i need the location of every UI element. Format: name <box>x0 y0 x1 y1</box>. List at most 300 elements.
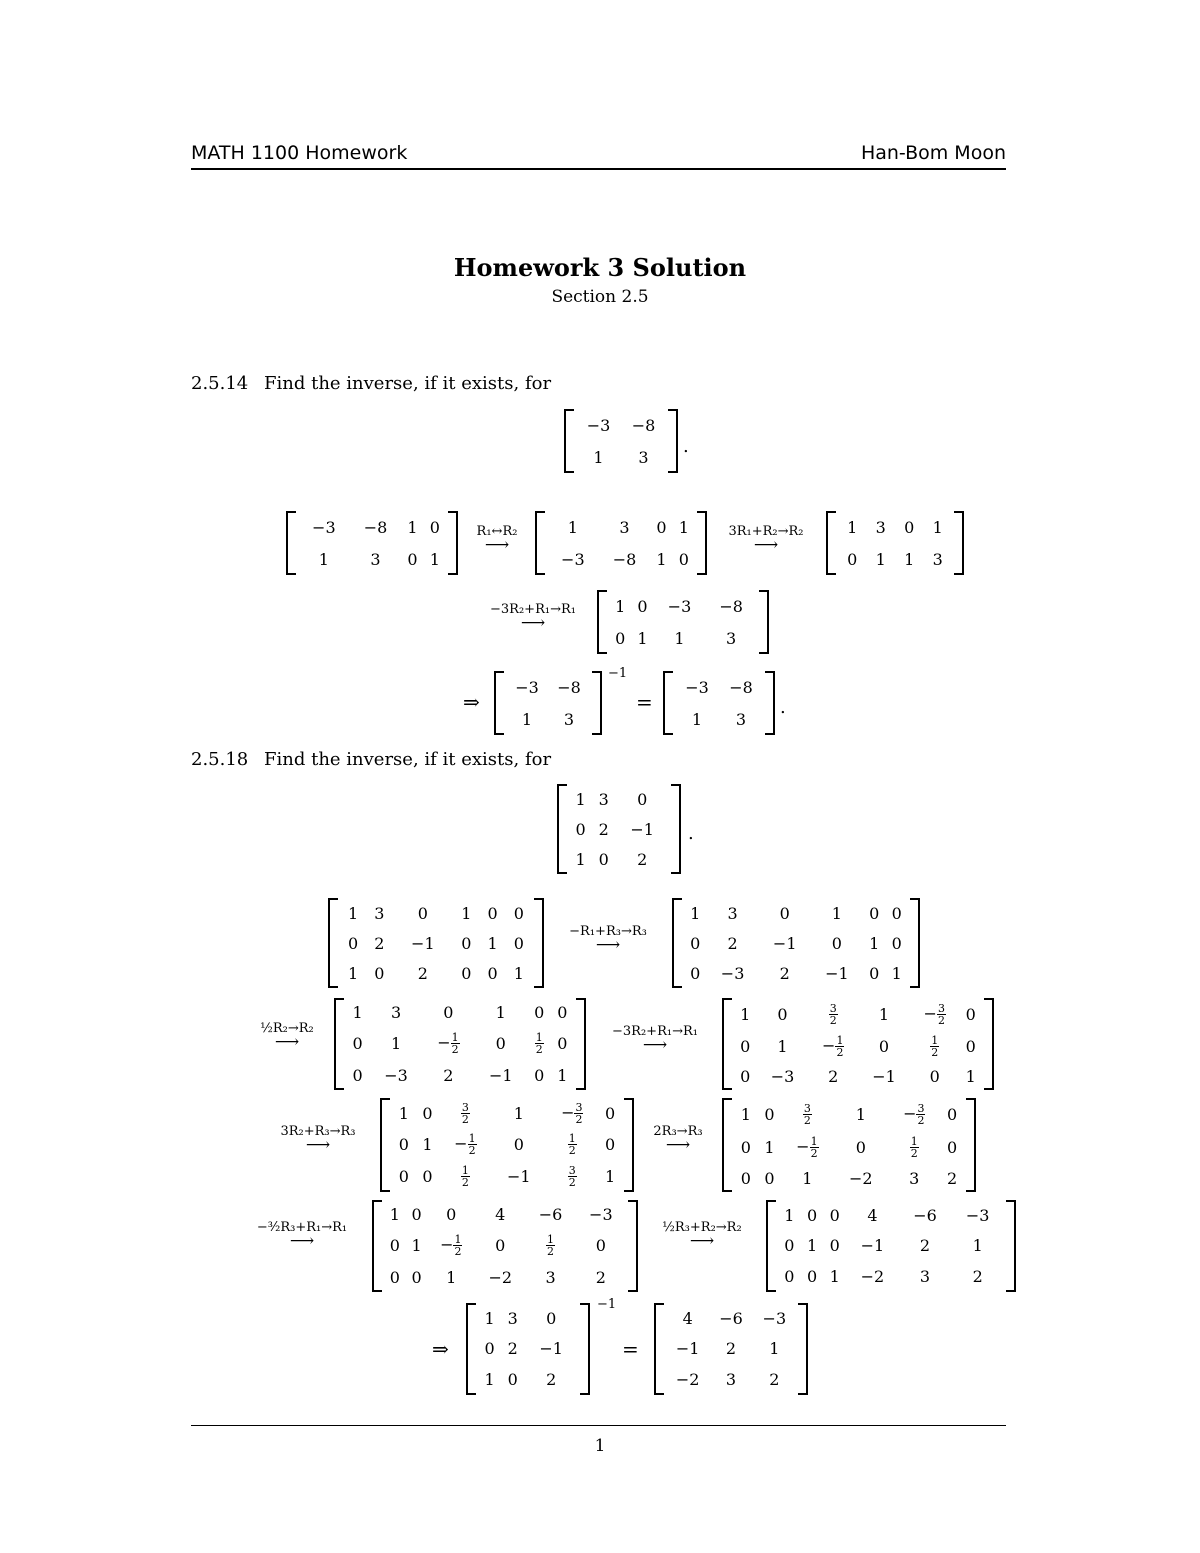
right-bracket <box>576 998 586 1090</box>
matrix-p18-aug6 <box>372 1200 638 1292</box>
matrix-entry: 1 <box>878 1004 890 1024</box>
left-bracket <box>597 590 607 654</box>
matrix-entry: 1 <box>891 963 902 983</box>
matrix-row <box>392 1098 622 1129</box>
matrix-entry: 2 <box>507 1339 518 1359</box>
matrix-row <box>675 703 763 735</box>
matrix-entry: 0 <box>422 1166 433 1186</box>
row-op-label: −3R₂+R₁→R₁ <box>490 602 576 617</box>
matrix-p18-aug4 <box>380 1098 634 1192</box>
row-op-p18-3 <box>594 1024 716 1055</box>
matrix-p18-aug2 <box>334 998 586 1090</box>
matrix-entry: −8 <box>612 549 637 569</box>
matrix-entry: 1 <box>461 903 472 923</box>
matrix-row <box>684 898 908 928</box>
matrix-entry: 0 <box>495 1236 506 1256</box>
matrix-entry: 0 <box>829 1205 840 1225</box>
problem-text: Find the inverse, if it exists, for <box>264 749 552 770</box>
matrix-entry: 2 <box>828 1067 839 1087</box>
matrix-row <box>298 511 446 543</box>
matrix-entry: 0 <box>487 963 498 983</box>
matrix-entry: 4 <box>867 1205 878 1225</box>
matrix-row <box>569 814 669 844</box>
matrix-row <box>506 703 590 735</box>
matrix-entry: 0 <box>615 628 626 648</box>
matrix-row <box>778 1200 1004 1231</box>
matrix-entry: 1 <box>869 933 880 953</box>
matrix-row <box>666 1364 796 1395</box>
matrix-entry: 1 <box>806 1236 818 1256</box>
matrix-entry: 3 <box>370 549 381 569</box>
matrix-entry: −3 <box>586 415 611 435</box>
matrix-row <box>392 1161 622 1192</box>
matrix-entry: 0 <box>598 849 609 869</box>
matrix-entry: 0 <box>690 963 701 983</box>
matrix-entry: 3 <box>638 447 649 467</box>
right-bracket <box>765 671 775 735</box>
matrix-row <box>666 1334 796 1365</box>
matrix-entry: $\frac{3}{2}$ <box>829 1001 837 1027</box>
matrix-p18-inverse <box>654 1303 808 1395</box>
arrow-icon: ⟶ <box>665 1135 691 1155</box>
matrix-entry: 1 <box>674 628 685 648</box>
matrix-entry: 0 <box>557 1002 568 1022</box>
matrix-entry: 1 <box>656 549 667 569</box>
problem-2-5-18 <box>191 749 551 770</box>
matrix-entry: 0 <box>878 1037 890 1057</box>
matrix-entry: $\frac{1}{2}$ <box>535 1031 543 1057</box>
row-op-p18-1 <box>552 924 664 955</box>
row-op-p14-2 <box>711 524 821 555</box>
matrix-entry: 3 <box>545 1268 556 1288</box>
matrix-row <box>340 898 532 928</box>
matrix-entry: 3 <box>909 1168 920 1188</box>
row-op-label: ½R₃+R₂→R₂ <box>662 1220 742 1235</box>
matrix-p14-inverse <box>663 671 775 735</box>
matrix-entry: −1 <box>675 1339 700 1359</box>
matrix-row <box>478 1334 578 1365</box>
matrix-entry: 1 <box>605 1166 616 1186</box>
matrix-entry: 1 <box>593 447 604 467</box>
matrix-entry: 0 <box>831 933 842 953</box>
matrix-entry: $\frac{1}{2}$ <box>931 1034 939 1060</box>
matrix-entry: 2 <box>769 1370 780 1390</box>
matrix-entry: 1 <box>390 1034 402 1054</box>
matrix-p14-aug0 <box>286 511 458 575</box>
right-bracket <box>624 1098 634 1192</box>
matrix-entry: 0 <box>446 1204 457 1224</box>
matrix-row <box>778 1261 1004 1292</box>
matrix-entry: 1 <box>446 1268 457 1288</box>
matrix-entry: 0 <box>904 517 915 537</box>
matrix-entry: 1 <box>521 709 533 729</box>
matrix-entry: 1 <box>965 1067 976 1087</box>
matrix-entry: 1 <box>678 517 689 537</box>
matrix-entry: −2 <box>488 1268 513 1288</box>
matrix-row <box>734 1031 982 1064</box>
matrix-row <box>547 511 695 543</box>
period: . <box>683 436 689 457</box>
matrix-p14-A <box>564 409 678 473</box>
matrix-entry: $\frac{1}{2}$ <box>461 1163 469 1189</box>
left-bracket <box>672 898 682 988</box>
matrix-entry: 0 <box>869 903 880 923</box>
matrix-entry: 0 <box>534 1002 545 1022</box>
left-bracket <box>380 1098 390 1192</box>
arrow-icon: ⟶ <box>689 1231 715 1251</box>
matrix-entry: 1 <box>411 1236 422 1256</box>
matrix-entry: 0 <box>417 903 428 923</box>
matrix-p18-aug3 <box>722 998 994 1090</box>
matrix-entry: 0 <box>637 789 648 809</box>
matrix-entry: 1 <box>407 517 418 537</box>
row-op-p18-7 <box>646 1220 758 1251</box>
matrix-entry: 0 <box>764 1105 775 1125</box>
matrix-entry: −8 <box>557 677 581 697</box>
matrix-entry: 3 <box>725 1370 737 1390</box>
matrix-p18-aug5 <box>722 1098 976 1192</box>
matrix-entry: 0 <box>422 1104 433 1124</box>
period: . <box>780 697 786 718</box>
matrix-entry: −8 <box>363 517 388 537</box>
right-bracket <box>668 409 678 473</box>
matrix-entry: 0 <box>513 1135 524 1155</box>
right-bracket <box>592 671 602 735</box>
matrix-entry: 0 <box>411 1204 422 1224</box>
matrix-entry: 1 <box>484 1370 495 1390</box>
period: . <box>688 823 694 844</box>
matrix-entry: 3 <box>727 903 738 923</box>
matrix-entry: − $\frac{3}{2}$ <box>561 1101 583 1127</box>
matrix-row <box>734 1063 982 1090</box>
problem-text: Find the inverse, if it exists, for <box>264 373 552 394</box>
matrix-entry: 0 <box>398 1166 409 1186</box>
matrix-entry: 1 <box>495 1002 506 1022</box>
matrix-entry: −3 <box>561 549 585 569</box>
matrix-row <box>478 1303 578 1334</box>
matrix-entry: 1 <box>802 1168 813 1188</box>
matrix-entry: 2 <box>779 963 790 983</box>
matrix-entry: 0 <box>389 1268 400 1288</box>
left-bracket <box>722 998 732 1090</box>
matrix-row <box>506 671 590 703</box>
matrix-entry: 0 <box>947 1138 958 1158</box>
matrix-entry: 1 <box>847 517 858 537</box>
matrix-entry: 0 <box>806 1205 818 1225</box>
matrix-row <box>609 622 757 654</box>
matrix-entry: 0 <box>847 549 858 569</box>
left-bracket <box>466 1303 476 1395</box>
matrix-entry: 1 <box>769 1339 780 1359</box>
matrix-entry: −1 <box>539 1339 563 1359</box>
matrix-entry: 0 <box>965 1037 976 1057</box>
matrix-entry: −1 <box>860 1236 885 1256</box>
matrix-entry: 0 <box>829 1236 840 1256</box>
matrix-entry: 3 <box>735 709 747 729</box>
matrix-entry: 2 <box>443 1066 454 1086</box>
right-bracket <box>671 784 681 874</box>
matrix-entry: −1 <box>772 933 797 953</box>
matrix-entry: −1 <box>488 1066 513 1086</box>
matrix-entry: 0 <box>784 1236 795 1256</box>
matrix-entry: 0 <box>777 1004 788 1024</box>
row-op-label: −³⁄₂R₃+R₁→R₁ <box>256 1220 348 1235</box>
row-op-label: 2R₃→R₃ <box>653 1124 703 1139</box>
matrix-entry: 0 <box>595 1236 606 1256</box>
matrix-entry: 0 <box>891 903 902 923</box>
arrow-icon: ⟶ <box>595 935 621 955</box>
matrix-entry: 1 <box>575 789 586 809</box>
matrix-entry: −3 <box>762 1308 787 1328</box>
matrix-entry: 1 <box>615 596 626 616</box>
page-number: 1 <box>594 1436 606 1456</box>
footer-rule <box>191 1425 1006 1426</box>
matrix-p18-A <box>557 784 681 874</box>
matrix-p14-aug2 <box>826 511 964 575</box>
matrix-row <box>576 409 666 441</box>
matrix-entry: 3 <box>726 628 737 648</box>
matrix-entry: 0 <box>690 933 701 953</box>
right-bracket <box>910 898 920 988</box>
matrix-entry: 0 <box>443 1002 454 1022</box>
document-subtitle: Section 2.5 <box>551 287 649 307</box>
matrix-entry: 0 <box>891 933 902 953</box>
matrix-entry: 0 <box>947 1105 958 1125</box>
matrix-entry: 0 <box>929 1067 940 1087</box>
matrix-row <box>675 671 763 703</box>
matrix-row <box>684 928 908 958</box>
implies-symbol: ⇒ <box>432 1337 449 1361</box>
left-bracket <box>286 511 296 575</box>
left-bracket <box>535 511 545 575</box>
matrix-row <box>569 844 669 874</box>
matrix-entry: 1 <box>831 903 842 923</box>
matrix-entry: − $\frac{1}{2}$ <box>454 1132 476 1158</box>
equals-symbol: = <box>636 690 653 714</box>
matrix-entry: 0 <box>557 1034 568 1054</box>
matrix-row <box>734 998 982 1031</box>
matrix-entry: 2 <box>725 1339 737 1359</box>
matrix-entry: 1 <box>691 709 703 729</box>
matrix-entry: 0 <box>740 1037 751 1057</box>
matrix-p18-aug7 <box>766 1200 1016 1292</box>
matrix-row <box>346 998 574 1027</box>
left-bracket <box>334 998 344 1090</box>
matrix-entry: $\frac{3}{2}$ <box>568 1163 576 1189</box>
row-op-p14-1 <box>462 524 532 555</box>
matrix-entry: 1 <box>487 933 498 953</box>
matrix-row <box>838 543 952 575</box>
matrix-entry: 0 <box>605 1135 616 1155</box>
matrix-entry: 1 <box>575 849 586 869</box>
matrix-entry: 1 <box>389 1204 400 1224</box>
matrix-entry: 0 <box>546 1308 557 1328</box>
matrix-row <box>384 1200 626 1229</box>
left-bracket <box>826 511 836 575</box>
matrix-entry: $\frac{3}{2}$ <box>803 1102 811 1128</box>
matrix-p14-aug3 <box>597 590 769 654</box>
matrix-row <box>346 1061 574 1090</box>
right-bracket <box>966 1098 976 1192</box>
matrix-entry: 1 <box>398 1104 409 1124</box>
matrix-entry: −6 <box>913 1205 937 1225</box>
matrix-entry: 2 <box>417 963 428 983</box>
matrix-entry: 0 <box>507 1370 518 1390</box>
left-bracket <box>766 1200 776 1292</box>
matrix-entry: $\frac{1}{2}$ <box>568 1132 576 1158</box>
matrix-row <box>298 543 446 575</box>
right-bracket <box>580 1303 590 1395</box>
matrix-entry: 2 <box>546 1370 557 1390</box>
matrix-entry: 3 <box>619 517 630 537</box>
matrix-entry: −6 <box>538 1204 563 1224</box>
matrix-row <box>684 958 908 988</box>
matrix-p14-A-repeat <box>494 671 602 735</box>
matrix-entry: 0 <box>352 1066 363 1086</box>
matrix-entry: $\frac{1}{2}$ <box>547 1233 555 1259</box>
matrix-row <box>734 1165 964 1193</box>
matrix-entry: 2 <box>919 1236 931 1256</box>
matrix-entry: 1 <box>318 549 329 569</box>
matrix-entry: 0 <box>678 549 689 569</box>
matrix-entry: 4 <box>682 1308 693 1328</box>
right-bracket <box>628 1200 638 1292</box>
matrix-entry: −1 <box>411 933 435 953</box>
matrix-entry: −1 <box>872 1067 896 1087</box>
matrix-entry: −8 <box>719 596 743 616</box>
matrix-entry: 0 <box>605 1104 616 1124</box>
arrow-icon: ⟶ <box>289 1231 315 1251</box>
matrix-entry: 0 <box>740 1168 751 1188</box>
matrix-entry: 3 <box>919 1267 931 1287</box>
matrix-entry: 0 <box>461 933 472 953</box>
matrix-row <box>346 1027 574 1062</box>
left-bracket <box>654 1303 664 1395</box>
matrix-entry: − $\frac{1}{2}$ <box>440 1233 462 1259</box>
matrix-entry: 0 <box>806 1267 818 1287</box>
matrix-entry: 1 <box>567 517 578 537</box>
matrix-entry: −3 <box>720 963 745 983</box>
matrix-entry: 1 <box>637 628 648 648</box>
matrix-entry: 2 <box>727 933 738 953</box>
matrix-entry: 3 <box>507 1308 518 1328</box>
matrix-entry: 1 <box>764 1138 775 1158</box>
matrix-entry: −2 <box>675 1370 700 1390</box>
matrix-entry: 0 <box>965 1004 976 1024</box>
right-bracket <box>448 511 458 575</box>
inverse-exponent: −1 <box>597 1297 617 1312</box>
matrix-entry: 0 <box>495 1034 506 1054</box>
header-course: MATH 1100 Homework <box>191 142 408 164</box>
arrow-icon: ⟶ <box>753 535 779 555</box>
matrix-row <box>666 1303 796 1334</box>
matrix-entry: 1 <box>855 1105 866 1125</box>
matrix-entry: 1 <box>513 1104 524 1124</box>
matrix-entry: 1 <box>904 549 915 569</box>
arrow-icon: ⟶ <box>484 535 510 555</box>
matrix-entry: 0 <box>352 1034 363 1054</box>
row-op-p14-3 <box>472 602 594 633</box>
matrix-entry: 2 <box>972 1267 983 1287</box>
matrix-entry: −8 <box>631 415 656 435</box>
matrix-entry: −3 <box>770 1067 795 1087</box>
matrix-entry: 1 <box>777 1037 788 1057</box>
right-bracket <box>1006 1200 1016 1292</box>
matrix-entry: 1 <box>513 963 524 983</box>
matrix-row <box>569 784 669 814</box>
matrix-entry: − $\frac{3}{2}$ <box>923 1001 945 1027</box>
matrix-row <box>609 590 757 622</box>
matrix-entry: 1 <box>557 1066 568 1086</box>
matrix-p18-A-repeat <box>466 1303 590 1395</box>
document-title: Homework 3 Solution <box>453 253 747 282</box>
matrix-entry: 0 <box>637 596 648 616</box>
matrix-entry: 0 <box>855 1138 866 1158</box>
matrix-entry: −2 <box>849 1168 873 1188</box>
matrix-entry: 1 <box>932 517 943 537</box>
matrix-p18-aug0 <box>328 898 544 988</box>
arrow-icon: ⟶ <box>520 613 546 633</box>
header-author: Han-Bom Moon <box>860 142 1006 164</box>
right-bracket <box>954 511 964 575</box>
matrix-entry: 1 <box>784 1205 795 1225</box>
matrix-entry: 0 <box>429 517 440 537</box>
matrix-entry: −3 <box>667 596 692 616</box>
matrix-entry: 1 <box>348 963 359 983</box>
row-op-label: R₁↔R₂ <box>476 524 518 539</box>
matrix-entry: 3 <box>374 903 385 923</box>
arrow-icon: ⟶ <box>274 1032 300 1052</box>
matrix-row <box>838 511 952 543</box>
matrix-entry: −1 <box>507 1166 531 1186</box>
matrix-entry: −1 <box>630 819 654 839</box>
row-op-p18-2 <box>248 1021 326 1052</box>
matrix-entry: 1 <box>972 1236 983 1256</box>
equals-symbol: = <box>622 1337 639 1361</box>
matrix-entry: 1 <box>875 549 886 569</box>
matrix-row <box>576 441 666 473</box>
left-bracket <box>557 784 567 874</box>
matrix-entry: −2 <box>860 1267 885 1287</box>
matrix-entry: 0 <box>484 1339 495 1359</box>
matrix-entry: 2 <box>595 1268 606 1288</box>
left-bracket <box>663 671 673 735</box>
matrix-entry: 0 <box>513 903 524 923</box>
matrix-row <box>547 543 695 575</box>
row-op-label: 3R₁+R₂→R₂ <box>728 524 804 539</box>
matrix-entry: −3 <box>589 1204 613 1224</box>
matrix-entry: 1 <box>740 1105 751 1125</box>
row-op-label: −R₁+R₃→R₃ <box>569 924 647 939</box>
matrix-entry: 2 <box>637 849 648 869</box>
matrix-row <box>384 1229 626 1264</box>
right-bracket <box>759 590 769 654</box>
matrix-entry: −1 <box>825 963 849 983</box>
matrix-row <box>392 1129 622 1160</box>
matrix-entry: 3 <box>390 1002 402 1022</box>
matrix-entry: −3 <box>515 677 539 697</box>
matrix-entry: 0 <box>869 963 880 983</box>
matrix-entry: 0 <box>740 1138 751 1158</box>
left-bracket <box>494 671 504 735</box>
matrix-entry: 3 <box>563 709 575 729</box>
matrix-entry: −3 <box>384 1066 408 1086</box>
implies-symbol: ⇒ <box>463 690 480 714</box>
matrix-entry: −3 <box>965 1205 990 1225</box>
problem-number: 2.5.14 <box>191 373 249 394</box>
matrix-entry: 0 <box>411 1268 422 1288</box>
matrix-entry: 1 <box>429 549 440 569</box>
